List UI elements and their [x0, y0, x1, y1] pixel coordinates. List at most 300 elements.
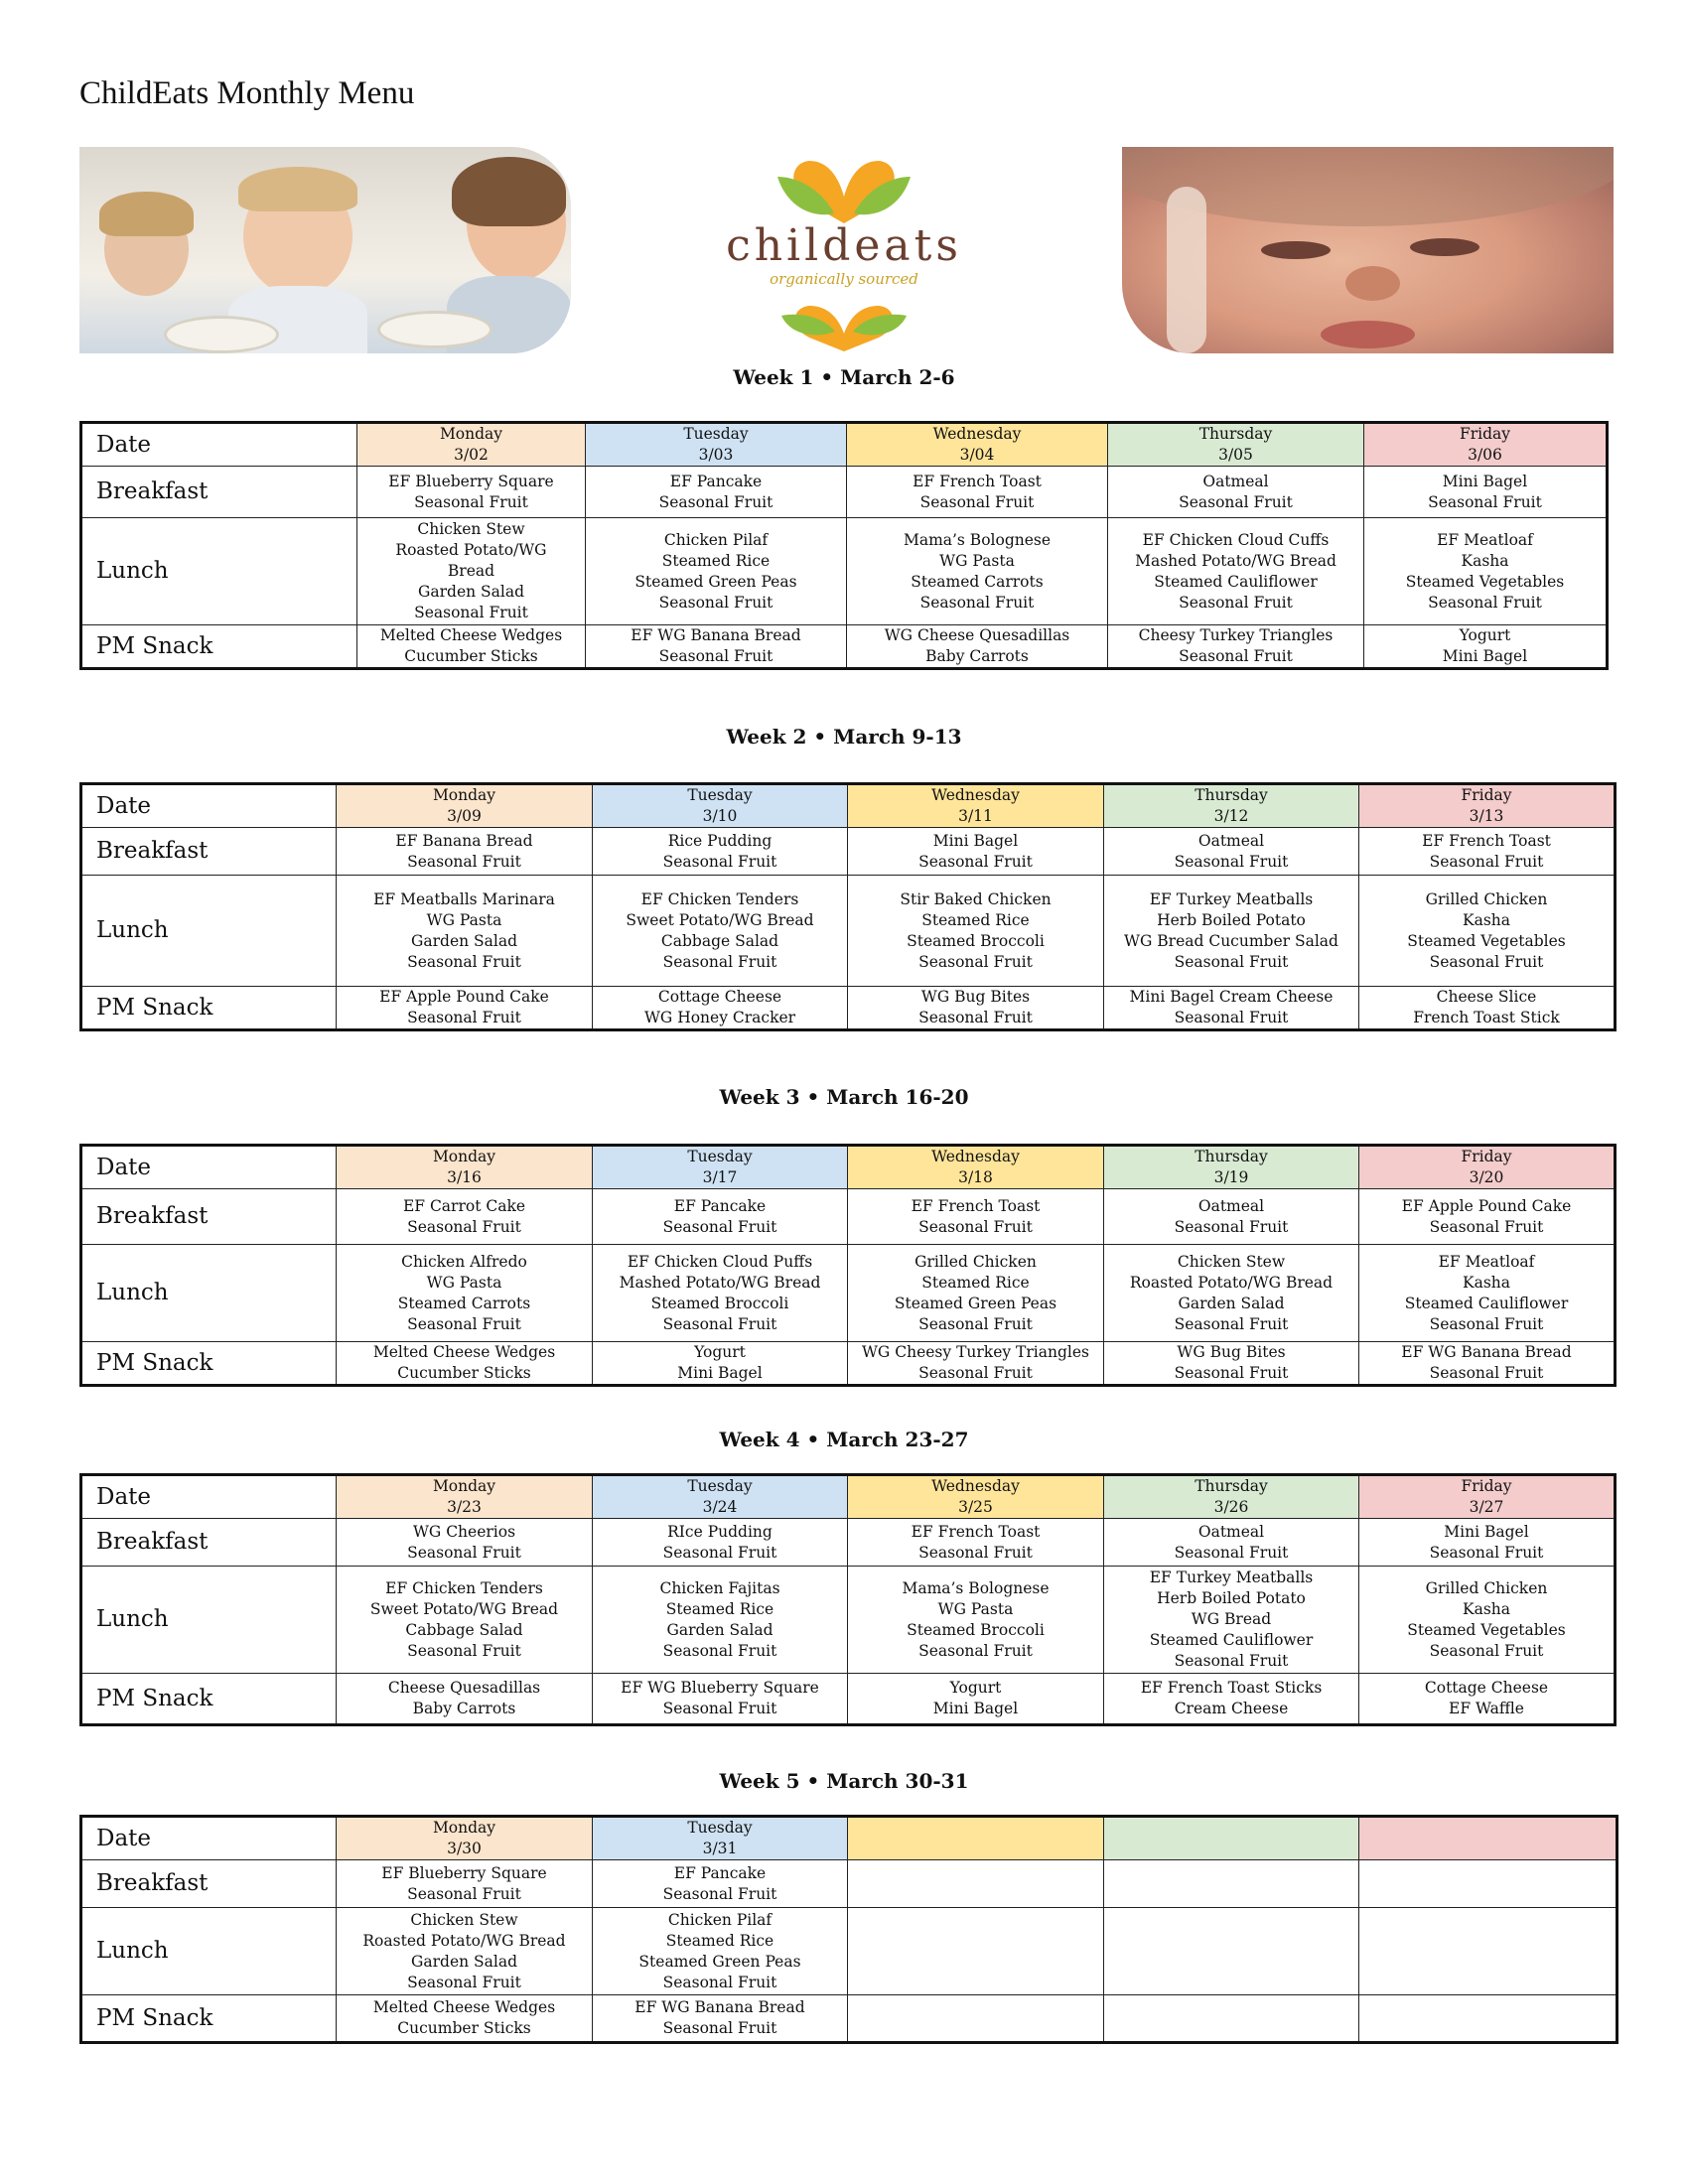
menu-item: Mashed Potato/WG Bread	[619, 1273, 821, 1292]
menu-item: Seasonal Fruit	[662, 1700, 777, 1717]
menu-item: EF Pancake	[669, 472, 763, 490]
menu-item: Steamed Vegetables	[1405, 572, 1565, 591]
day-header	[847, 423, 1108, 467]
lunch-cell	[593, 1245, 848, 1342]
menu-item: Mashed Potato/WG Bread	[1135, 551, 1336, 570]
menu-item: Seasonal Fruit	[407, 1314, 521, 1333]
menu-item: WG Cheese Quesadillas	[884, 626, 1070, 644]
menu-item: Kasha	[1461, 551, 1509, 570]
day-header	[337, 1475, 593, 1519]
row-date	[81, 1146, 1616, 1189]
row-breakfast	[81, 1860, 1618, 1908]
day-header	[593, 1475, 848, 1519]
menu-item: Mini Bagel	[932, 831, 1019, 850]
lunch-cell	[593, 876, 848, 987]
breakfast-cell	[848, 1860, 1104, 1908]
menu-item: Herb Boiled Potato	[1157, 1589, 1306, 1607]
menu-item: EF Chicken Tenders	[385, 1578, 543, 1597]
snack-cell	[337, 987, 593, 1030]
row-snack	[81, 1674, 1616, 1725]
menu-item: Seasonal Fruit	[918, 1364, 1033, 1382]
snack-cell	[1104, 1342, 1359, 1386]
row-lunch	[81, 876, 1616, 987]
snack-cell	[593, 987, 848, 1030]
menu-item: Melted Cheese Wedges	[372, 1998, 556, 2016]
menu-item: Steamed Cauliflower	[1404, 1294, 1569, 1312]
menu-item: Seasonal Fruit	[1174, 1217, 1289, 1236]
breakfast-cell	[337, 1860, 593, 1908]
menu-item: Steamed Rice	[665, 1599, 774, 1618]
snack-cell	[593, 1674, 848, 1725]
menu-item: EF WG Blueberry Square	[621, 1679, 819, 1697]
menu-item: Seasonal Fruit	[1429, 1641, 1544, 1660]
row-label-snack: PM Snack	[81, 1995, 337, 2043]
snack-cell	[1104, 1674, 1359, 1725]
menu-item: Bread	[447, 562, 495, 580]
breakfast-cell	[1104, 1519, 1359, 1567]
row-lunch	[81, 1908, 1618, 1995]
day-name: Thursday	[1195, 1477, 1268, 1495]
snack-cell	[337, 1342, 593, 1386]
row-lunch	[81, 1245, 1616, 1342]
day-date: 3/31	[702, 1840, 738, 1857]
snack-cell	[848, 987, 1104, 1030]
lunch-cell	[848, 1567, 1104, 1674]
day-header	[337, 1817, 593, 1860]
day-header	[1359, 1146, 1616, 1189]
menu-item: Seasonal Fruit	[1429, 1314, 1544, 1333]
menu-item: EF Blueberry Square	[381, 1863, 547, 1882]
snack-cell	[848, 1342, 1104, 1386]
menu-item: Mini Bagel Cream Cheese	[1129, 988, 1334, 1006]
day-name: Friday	[1461, 1477, 1512, 1495]
day-name: Tuesday	[687, 786, 753, 804]
menu-item: Seasonal Fruit	[658, 593, 774, 612]
row-snack	[81, 1342, 1616, 1386]
menu-item: Seasonal Fruit	[662, 1884, 777, 1903]
menu-item: Cream Cheese	[1174, 1700, 1289, 1717]
menu-item: Seasonal Fruit	[407, 1973, 521, 1991]
week-menu-table	[79, 1815, 1618, 2044]
row-snack	[81, 1995, 1618, 2043]
menu-item: EF Banana Bread	[395, 831, 533, 850]
breakfast-cell	[1359, 1860, 1618, 1908]
breakfast-cell	[1108, 467, 1364, 518]
menu-item: Steamed Green Peas	[638, 1952, 801, 1971]
menu-item: Seasonal Fruit	[407, 1884, 521, 1903]
menu-item: EF French Toast	[913, 472, 1042, 490]
row-label-snack: PM Snack	[81, 625, 357, 669]
day-date: 3/26	[1213, 1498, 1249, 1516]
breakfast-cell	[848, 828, 1104, 876]
week-menu-table	[79, 1473, 1617, 1726]
menu-item: Roasted Potato/WG Bread	[362, 1931, 566, 1950]
breakfast-cell	[1359, 1189, 1616, 1245]
breakfast-cell	[1364, 467, 1608, 518]
snack-cell	[1359, 987, 1616, 1030]
row-label-lunch: Lunch	[81, 876, 337, 987]
menu-item: Seasonal Fruit	[919, 492, 1035, 511]
row-breakfast	[81, 1189, 1616, 1245]
week-title: Week 2 • March 9-13	[726, 725, 962, 749]
day-name: Thursday	[1195, 786, 1268, 804]
menu-item: Kasha	[1463, 910, 1510, 929]
day-name: Tuesday	[687, 1819, 753, 1837]
menu-item: Oatmeal	[1197, 831, 1265, 850]
day-header	[593, 1817, 848, 1860]
menu-item: Yogurt	[694, 1343, 746, 1361]
menu-item: Cucumber Sticks	[397, 1364, 531, 1382]
day-date: 3/18	[958, 1168, 993, 1186]
menu-item: French Toast Stick	[1413, 1009, 1560, 1026]
menu-item: Oatmeal	[1197, 1196, 1265, 1215]
row-label-breakfast: Breakfast	[81, 1189, 337, 1245]
snack-cell	[337, 1674, 593, 1725]
day-header	[357, 423, 586, 467]
menu-item: EF Pancake	[673, 1196, 767, 1215]
week-menu-table	[79, 1144, 1617, 1387]
row-label-lunch: Lunch	[81, 1567, 337, 1674]
menu-item: Mama’s Bolognese	[903, 530, 1052, 549]
day-header	[593, 1146, 848, 1189]
row-snack	[81, 987, 1616, 1030]
menu-item: Cabbage Salad	[405, 1620, 523, 1639]
menu-item: Garden Salad	[410, 931, 518, 950]
breakfast-cell	[337, 1519, 593, 1567]
row-date	[81, 423, 1608, 467]
menu-item: EF French Toast Sticks	[1140, 1679, 1323, 1697]
snack-cell	[1359, 1342, 1616, 1386]
menu-item: Seasonal Fruit	[1429, 1543, 1544, 1562]
day-date: 3/23	[447, 1498, 482, 1516]
lunch-cell	[848, 1908, 1104, 1995]
row-date	[81, 1475, 1616, 1519]
day-date: 3/17	[702, 1168, 738, 1186]
lunch-cell	[1104, 1908, 1359, 1995]
day-date: 3/24	[702, 1498, 738, 1516]
menu-item: Seasonal Fruit	[918, 852, 1033, 871]
menu-item: Grilled Chicken	[1425, 889, 1548, 908]
day-name: Tuesday	[687, 1148, 753, 1165]
menu-item: Seasonal Fruit	[1174, 1652, 1289, 1670]
row-breakfast	[81, 467, 1608, 518]
day-date: 3/11	[958, 807, 993, 825]
menu-item: Seasonal Fruit	[1429, 1364, 1544, 1382]
breakfast-cell	[1359, 828, 1616, 876]
menu-item: Yogurt	[1459, 626, 1511, 644]
breakfast-cell	[593, 1189, 848, 1245]
day-name: Friday	[1459, 425, 1511, 443]
menu-item: Seasonal Fruit	[407, 952, 521, 971]
menu-item: Yogurt	[949, 1679, 1002, 1697]
day-name: Monday	[439, 425, 503, 443]
day-name: Tuesday	[683, 425, 749, 443]
day-date: 3/04	[959, 446, 995, 464]
row-label-lunch: Lunch	[81, 1245, 337, 1342]
week-title: Week 3 • March 16-20	[719, 1085, 969, 1109]
menu-item: Chicken Stew	[1177, 1252, 1286, 1271]
breakfast-cell	[593, 1519, 848, 1567]
menu-item: Seasonal Fruit	[414, 492, 528, 511]
menu-item: Seasonal Fruit	[1174, 952, 1289, 971]
day-name: Monday	[432, 1148, 496, 1165]
menu-item: Seasonal Fruit	[1428, 492, 1542, 511]
lunch-cell	[847, 518, 1108, 625]
row-label-breakfast: Breakfast	[81, 1519, 337, 1567]
row-date	[81, 784, 1616, 828]
menu-item: Steamed Rice	[665, 1931, 774, 1950]
menu-item: Steamed Rice	[661, 551, 771, 570]
menu-item: Rice Pudding	[667, 831, 773, 850]
menu-item: Seasonal Fruit	[918, 1217, 1033, 1236]
menu-item: Seasonal Fruit	[918, 1314, 1033, 1333]
row-label-snack: PM Snack	[81, 1674, 337, 1725]
menu-item: EF Carrot Cake	[402, 1196, 526, 1215]
day-header	[337, 784, 593, 828]
day-header	[848, 1817, 1104, 1860]
menu-item: Seasonal Fruit	[662, 1217, 777, 1236]
breakfast-cell	[357, 467, 586, 518]
menu-item: EF WG Banana Bread	[631, 626, 801, 644]
menu-item: Steamed Green Peas	[894, 1294, 1057, 1312]
menu-item: WG Bug Bites	[920, 988, 1031, 1006]
menu-item: Roasted Potato/WG	[395, 541, 547, 559]
snack-cell	[1359, 1995, 1618, 2043]
menu-item: Seasonal Fruit	[1174, 1364, 1289, 1382]
menu-item: EF Meatballs Marinara	[373, 889, 555, 908]
lunch-cell	[848, 1245, 1104, 1342]
lunch-cell	[1104, 1245, 1359, 1342]
menu-item: Seasonal Fruit	[918, 1641, 1033, 1660]
breakfast-cell	[848, 1189, 1104, 1245]
breakfast-cell	[1359, 1519, 1616, 1567]
day-name: Monday	[432, 786, 496, 804]
day-name: Monday	[432, 1477, 496, 1495]
menu-item: Seasonal Fruit	[1429, 1217, 1544, 1236]
menu-item: Seasonal Fruit	[414, 604, 528, 621]
breakfast-cell	[848, 1519, 1104, 1567]
menu-item: Seasonal Fruit	[1174, 1009, 1289, 1026]
menu-item: Herb Boiled Potato	[1157, 910, 1306, 929]
lunch-cell	[1359, 876, 1616, 987]
menu-item: Cabbage Salad	[660, 931, 779, 950]
menu-item: Steamed Green Peas	[634, 572, 797, 591]
breakfast-cell	[1104, 828, 1359, 876]
row-label-date: Date	[81, 423, 357, 467]
menu-item: EF Meatloaf	[1437, 530, 1533, 549]
menu-item: Steamed Vegetables	[1407, 1620, 1566, 1639]
menu-item: WG Bug Bites	[1177, 1343, 1286, 1361]
breakfast-cell	[337, 828, 593, 876]
eye-left	[1261, 241, 1331, 259]
menu-item: Seasonal Fruit	[662, 1543, 777, 1562]
snack-cell	[593, 1995, 848, 2043]
menu-item: Steamed Broccoli	[650, 1294, 789, 1312]
menu-item: Seasonal Fruit	[918, 1543, 1033, 1562]
week-title: Week 5 • March 30-31	[719, 1769, 969, 1793]
menu-item: Cheese Slice	[1436, 988, 1537, 1006]
day-date: 3/16	[447, 1168, 482, 1186]
menu-item: Grilled Chicken	[914, 1252, 1037, 1271]
menu-item: EF Chicken Cloud Cuffs	[1142, 530, 1330, 549]
menu-item: Mini Bagel	[932, 1700, 1019, 1717]
menu-item: Seasonal Fruit	[1179, 593, 1293, 612]
day-header	[1108, 423, 1364, 467]
day-header	[1359, 1817, 1618, 1860]
menu-item: WG Honey Cracker	[643, 1009, 796, 1026]
menu-item: Kasha	[1463, 1273, 1510, 1292]
row-breakfast	[81, 828, 1616, 876]
menu-item: Kasha	[1463, 1599, 1510, 1618]
menu-item: WG Cheesy Turkey Triangles	[862, 1343, 1089, 1361]
day-name: Wednesday	[931, 786, 1020, 804]
menu-item: Sweet Potato/WG Bread	[369, 1599, 559, 1618]
logo-tagline: organically sourced	[770, 270, 918, 288]
snack-cell	[1359, 1674, 1616, 1725]
day-date: 3/05	[1218, 446, 1253, 464]
menu-item: Seasonal Fruit	[662, 1641, 777, 1660]
day-date: 3/13	[1469, 807, 1504, 825]
week-title: Week 4 • March 23-27	[719, 1428, 969, 1451]
snack-cell	[586, 625, 847, 669]
menu-item: Seasonal Fruit	[662, 2019, 777, 2037]
day-header	[1104, 1146, 1359, 1189]
day-header	[586, 423, 847, 467]
day-date: 3/27	[1469, 1498, 1504, 1516]
menu-item: Seasonal Fruit	[662, 852, 777, 871]
menu-item: Chicken Pilaf	[667, 1910, 773, 1929]
snack-cell	[1364, 625, 1608, 669]
menu-item: WG Bread Cucumber Salad	[1124, 931, 1338, 950]
menu-item: EF Waffle	[1449, 1700, 1524, 1717]
menu-item: Chicken Pilaf	[663, 530, 769, 549]
menu-item: EF Pancake	[673, 1863, 767, 1882]
breakfast-cell	[1104, 1860, 1359, 1908]
menu-item: Chicken Alfredo	[401, 1252, 527, 1271]
bowl	[164, 316, 279, 353]
menu-item: EF Chicken Cloud Puffs	[627, 1252, 813, 1271]
day-date: 3/20	[1469, 1168, 1504, 1186]
menu-item: Seasonal Fruit	[1174, 1314, 1289, 1333]
menu-item: Garden Salad	[417, 583, 525, 601]
snack-cell	[1104, 1995, 1359, 2043]
menu-item: Chicken Fajitas	[659, 1578, 780, 1597]
menu-item: Seasonal Fruit	[1174, 1543, 1289, 1562]
lunch-cell	[337, 876, 593, 987]
day-name: Wednesday	[932, 425, 1022, 443]
menu-item: Seasonal Fruit	[658, 647, 774, 665]
menu-item: Melted Cheese Wedges	[372, 1343, 556, 1361]
childeats-logo	[690, 149, 998, 352]
day-date: 3/12	[1213, 807, 1249, 825]
menu-item: Seasonal Fruit	[407, 1009, 521, 1026]
day-name: Wednesday	[931, 1477, 1020, 1495]
week-menu-table	[79, 782, 1617, 1031]
day-date: 3/06	[1468, 446, 1502, 464]
menu-item: Oatmeal	[1202, 472, 1269, 490]
lunch-cell	[848, 876, 1104, 987]
snack-cell	[1108, 625, 1364, 669]
menu-item: WG Pasta	[937, 1599, 1014, 1618]
day-header	[1364, 423, 1608, 467]
menu-item: Oatmeal	[1197, 1522, 1265, 1541]
day-name: Thursday	[1195, 1148, 1268, 1165]
menu-item: Seasonal Fruit	[1174, 852, 1289, 871]
menu-item: EF French Toast	[1422, 831, 1551, 850]
snack-cell	[1104, 987, 1359, 1030]
menu-item: Steamed Carrots	[397, 1294, 531, 1312]
day-date: 3/09	[447, 807, 482, 825]
menu-item: Steamed Broccoli	[907, 931, 1045, 950]
day-date: 3/25	[958, 1498, 993, 1516]
row-label-date: Date	[81, 1817, 337, 1860]
snack-cell	[848, 1674, 1104, 1725]
snack-cell	[848, 1995, 1104, 2043]
breakfast-cell	[593, 1860, 848, 1908]
menu-item: Seasonal Fruit	[1428, 593, 1542, 612]
menu-item: Seasonal Fruit	[662, 1973, 777, 1991]
menu-item: Garden Salad	[410, 1952, 518, 1971]
day-name: Friday	[1461, 1148, 1512, 1165]
row-lunch	[81, 1567, 1616, 1674]
menu-item: EF Turkey Meatballs	[1149, 1569, 1314, 1586]
menu-item: Cheese Quesadillas	[387, 1679, 541, 1697]
lunch-cell	[357, 518, 586, 625]
menu-item: EF Meatloaf	[1438, 1252, 1535, 1271]
week-menu-table	[79, 421, 1609, 670]
menu-item: Mini Bagel	[1442, 647, 1528, 665]
menu-item: WG Bread	[1191, 1610, 1272, 1628]
menu-item: Steamed Broccoli	[907, 1620, 1045, 1639]
day-header	[848, 1146, 1104, 1189]
menu-item: Seasonal Fruit	[662, 1314, 777, 1333]
menu-item: Stir Baked Chicken	[900, 889, 1052, 908]
snack-cell	[337, 1995, 593, 2043]
menu-item: Cucumber Sticks	[397, 2019, 531, 2037]
lunch-cell	[1108, 518, 1364, 625]
breakfast-cell	[586, 467, 847, 518]
snack-cell	[593, 1342, 848, 1386]
menu-item: Seasonal Fruit	[658, 492, 774, 511]
menu-item: EF WG Banana Bread	[1401, 1343, 1572, 1361]
row-label-snack: PM Snack	[81, 987, 337, 1030]
menu-item: Grilled Chicken	[1425, 1578, 1548, 1597]
snack-cell	[357, 625, 586, 669]
menu-item: Steamed Rice	[921, 1273, 1030, 1292]
menu-item: Seasonal Fruit	[662, 952, 777, 971]
menu-item: Cucumber Sticks	[404, 647, 538, 665]
menu-item: Chicken Stew	[417, 520, 525, 538]
lunch-cell	[586, 518, 847, 625]
row-lunch	[81, 518, 1608, 625]
day-header	[593, 784, 848, 828]
lunch-cell	[337, 1567, 593, 1674]
day-name: Thursday	[1198, 425, 1273, 443]
day-header	[337, 1146, 593, 1189]
menu-item: Seasonal Fruit	[1179, 492, 1293, 511]
day-name: Wednesday	[931, 1148, 1020, 1165]
menu-item: Seasonal Fruit	[407, 1217, 521, 1236]
snack-cell	[847, 625, 1108, 669]
day-date: 3/30	[447, 1840, 482, 1857]
menu-item: Seasonal Fruit	[1429, 952, 1544, 971]
menu-item: Melted Cheese Wedges	[379, 626, 563, 644]
day-header	[1104, 1475, 1359, 1519]
week-title: Week 1 • March 2-6	[733, 365, 955, 389]
row-date	[81, 1817, 1618, 1860]
menu-item: WG Pasta	[939, 551, 1015, 570]
eye-right	[1410, 238, 1479, 256]
